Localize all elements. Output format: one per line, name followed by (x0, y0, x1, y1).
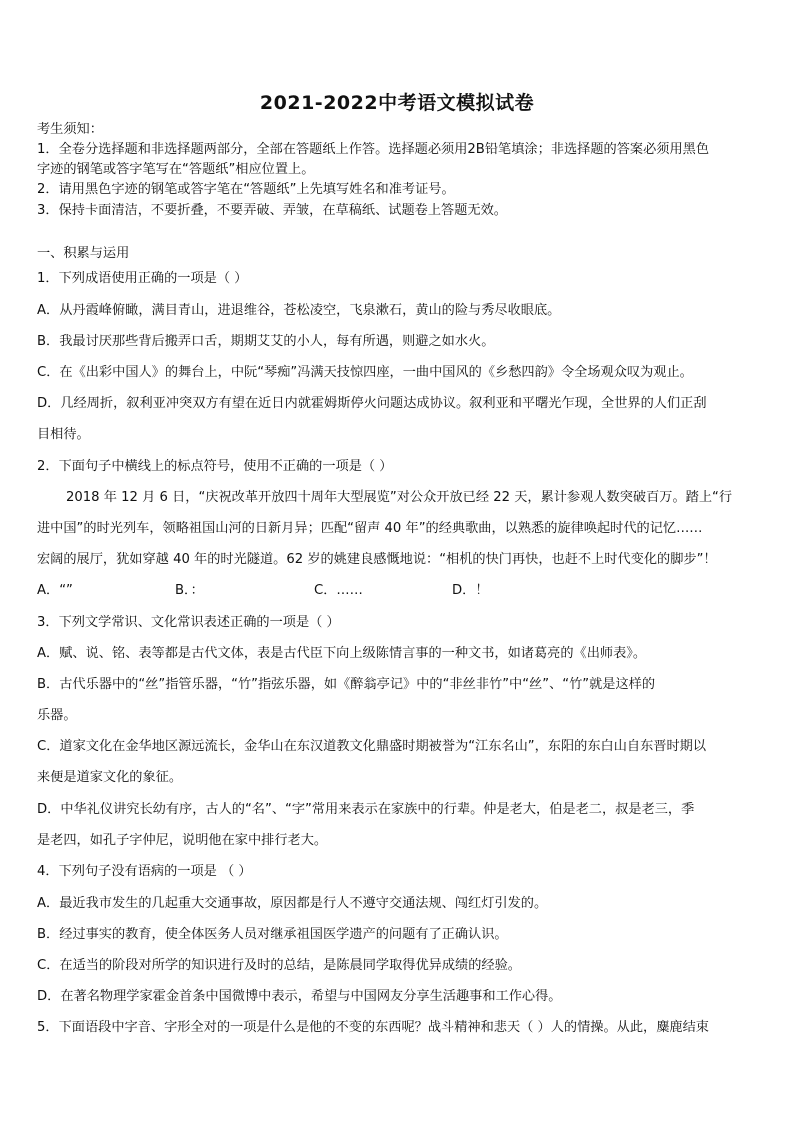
question-stem: 1．下列成语使用正确的一项是（ ） (37, 271, 248, 286)
options-row (37, 582, 757, 600)
notice-line: 1．全卷分选择题和非选择题两部分，全部在答题纸上作答。选择题必须用2B铅笔填涂；非选择题的答案必须用黑色 (37, 142, 710, 157)
option-a: A．从丹霞峰俯瞰，满目青山，进退维谷，苍松凌空，飞泉漱石，黄山的险与秀尽收眼底。 (37, 303, 561, 318)
option-d-continued: 目相待。 (37, 427, 90, 442)
option-a: A．赋、说、铭、表等都是古代文体，表是古代臣下向上级陈情言事的一种文书，如诸葛亮的《出师表》。 (37, 646, 647, 661)
notice-line: 字迹的钢笔或答字笔写在“答题纸”相应位置上。 (37, 162, 315, 177)
option-c: C．在《出彩中国人》的舞台上，中阮“琴痴”冯满天技惊四座，一曲中国风的《乡愁四韵》令全场观众叹为观止。 (37, 365, 693, 380)
question-stem: 3．下列文学常识、文化常识表述正确的一项是（ ） (37, 615, 340, 630)
page-title: 2021-2022中考语文模拟试卷 (259, 92, 535, 114)
option-c: C．…… (314, 583, 363, 598)
notice-line: 3．保持卡面清洁，不要折叠，不要弄破、弄皱，在草稿纸、试题卷上答题无效。 (37, 203, 507, 218)
option-b: B．古代乐器中的“丝”指管乐器，“竹”指弦乐器，如《醉翁亭记》中的“非丝非竹”中“丝”、“竹”就是这样的 (37, 677, 656, 692)
question-stem: 5．下面语段中字音、字形全对的一项是什么是他的不变的东西呢？战斗精神和悲天（ ）人的情操。从此，麋鹿结束 (37, 1020, 709, 1035)
option-a: A．最近我市发生的几起重大交通事故，原因都是行人不遵守交通法规、闯红灯引发的。 (37, 896, 548, 911)
option-d: D．在著名物理学家霍金首条中国微博中表示，希望与中国网友分享生活趣事和工作心得。 (37, 989, 562, 1004)
option-d: D．中华礼仪讲究长幼有序，古人的“名”、“字”常用来表示在家族中的行辈。仲是老大，伯是老二，叔是老三，季 (37, 802, 695, 817)
question-stem: 4．下列句子没有语病的一项是 （ ） (37, 864, 252, 879)
passage-line: 进中国”的时光列车，领略祖国山河的日新月异；匹配“留声 40 年”的经典歌曲，以熟悉的旋律唤起时代的记忆…… (37, 521, 703, 536)
question-stem: 2．下面句子中横线上的标点符号，使用不正确的一项是（ ） (37, 459, 393, 474)
option-d-continued: 是老四，如孔子字仲尼，说明他在家中排行老大。 (37, 833, 328, 848)
option-d: D．！ (452, 583, 489, 598)
section-heading: 一、积累与运用 (37, 246, 130, 261)
option-b: B．我最讨厌那些背后搬弄口舌，期期艾艾的小人，每有所遇，则避之如水火。 (37, 334, 495, 349)
option-b: B．经过事实的教育，使全体医务人员对继承祖国医学遗产的问题有了正确认识。 (37, 927, 508, 942)
option-c-continued: 来便是道家文化的象征。 (37, 770, 183, 785)
option-a: A．“” (37, 583, 73, 598)
notice-line: 2．请用黑色字迹的钢笔或答字笔在“答题纸”上先填写姓名和准考证号。 (37, 182, 455, 197)
option-c: C．道家文化在金华地区源远流长，金华山在东汉道教文化鼎盛时期被誉为“江东名山”，东阳的东白山自东晋时期以 (37, 739, 707, 754)
option-c: C．在适当的阶段对所学的知识进行及时的总结，是陈晨同学取得优异成绩的经验。 (37, 958, 521, 973)
option-d: D．几经周折，叙利亚冲突双方有望在近日内就霍姆斯停火问题达成协议。叙利亚和平曙光乍现，全世界的人们正刮 (37, 396, 707, 411)
passage-line: 宏阔的展厅，犹如穿越 40 年的时光隧道。62 岁的姚建良感慨地说：“相机的快门再快，也赶不上时代变化的脚步”！ (37, 552, 717, 567)
passage-line: 2018 年 12 月 6 日，“庆祝改革开放四十周年大型展览”对公众开放已经 22 天，累计参观人数突破百万。踏上“行 (66, 490, 733, 505)
option-b: B．： (175, 583, 204, 598)
notice-heading: 考生须知： (37, 122, 103, 137)
option-b-continued: 乐器。 (37, 708, 77, 723)
